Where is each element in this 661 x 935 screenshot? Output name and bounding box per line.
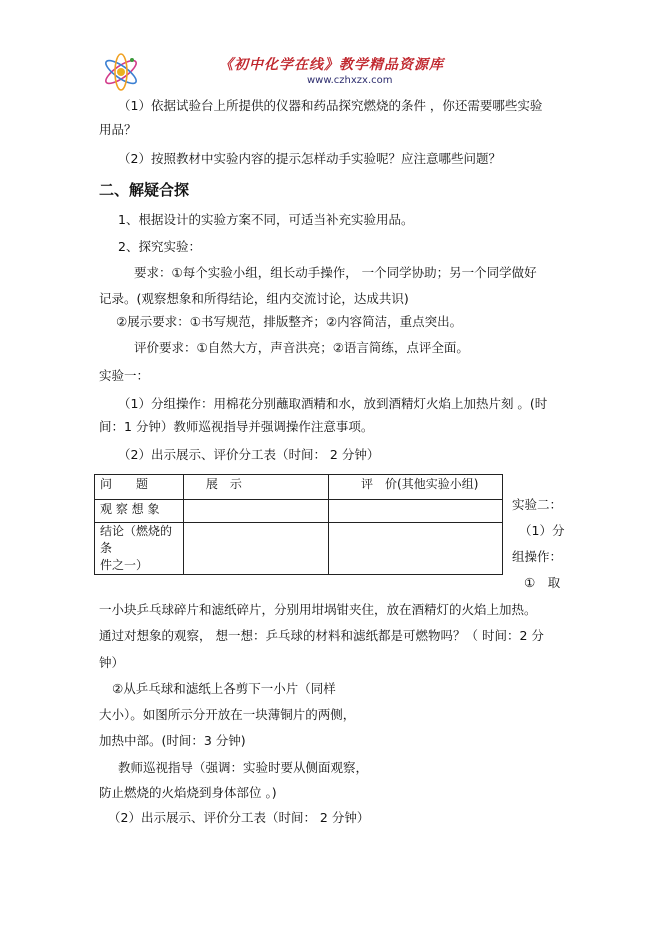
evaluation-requirement: 评价要求：①自然大方，声音洪亮；②语言简练，点评全面。 xyxy=(134,340,469,355)
conclusion-text-line-2: 件之一） xyxy=(100,558,149,572)
evaluation-table xyxy=(94,474,503,575)
item-1: 1、根据设计的实验方案不同，可适当补充实验用品。 xyxy=(118,212,414,227)
table-cell-empty xyxy=(183,523,328,575)
experiment-1-title: 实验一： xyxy=(99,368,150,383)
teacher-guidance-line-1: 教师巡视指导（强调：实验时要从侧面观察， xyxy=(118,760,369,775)
conclusion-text-line-1: 结论（燃烧的条 xyxy=(100,524,173,555)
experiment-2-operation-a: （1）分 xyxy=(519,523,565,538)
question-1-line-2: 用品？ xyxy=(99,122,137,137)
table-cell-empty xyxy=(329,500,503,523)
experiment-2-step-1: ① 取 xyxy=(524,575,561,590)
experiment-1-operation-line-2: 间：1 分钟）教师巡视指导并强调操作注意事项。 xyxy=(99,419,374,434)
requirement-line-1: 要求：①每个实验小组，组长动手操作， 一个同学协助；另一个同学做好 xyxy=(134,265,537,280)
table-header-row xyxy=(95,475,503,500)
table-header-evaluation: 评 价(其他实验小组) xyxy=(329,475,503,500)
experiment-2-line-3: 钟） xyxy=(99,655,125,670)
question-2: （2）按照教材中实验内容的提示怎样动手实验呢？应注意哪些问题？ xyxy=(118,151,501,166)
item-2: 2、探究实验： xyxy=(118,239,201,254)
experiment-2-line-2: 通过对想象的观察， 想一想：乒乓球的材料和滤纸都是可燃物吗？（ 时间：2 分 xyxy=(99,628,544,643)
experiment-2-line-1: 一小块乒乓球碎片和滤纸碎片，分别用坩埚钳夹住，放在酒精灯的火焰上加热。 xyxy=(99,602,537,617)
atom-logo-icon xyxy=(99,48,147,94)
question-1-line-1: （1）依据试验台上所提供的仪器和药品探究燃烧的条件 ，你还需要哪些实验 xyxy=(118,98,543,113)
header-title: 《初中化学在线》教学精品资源库 xyxy=(219,57,444,73)
experiment-2-show: （2）出示展示、评价分工表（时间： 2 分钟） xyxy=(108,810,370,825)
experiment-2-step-2-line-3: 加热中部。(时间：3 分钟) xyxy=(99,733,246,748)
experiment-2-step-2-line-2: 大小）。如图所示分开放在一块薄铜片的两侧， xyxy=(99,707,356,722)
table-cell-empty xyxy=(329,523,503,575)
experiment-2-title: 实验二： xyxy=(512,497,563,512)
table-header-question: 问 题 xyxy=(95,475,184,500)
table-row xyxy=(95,500,503,523)
table-cell-empty xyxy=(183,500,328,523)
table-row xyxy=(95,523,503,575)
table-cell-conclusion xyxy=(95,523,184,575)
section-title: 二、解疑合探 xyxy=(99,181,190,199)
experiment-1-operation-line-1: （1）分组操作：用棉花分别蘸取酒精和水，放到酒精灯火焰上加热片刻 。(时 xyxy=(118,396,548,411)
teacher-guidance-line-2: 防止燃烧的火焰烧到身体部位 。) xyxy=(99,785,277,800)
requirement-line-2: 记录。(观察想象和所得结论，组内交流讨论，达成共识) xyxy=(99,291,409,306)
show-requirement: ②展示要求：①书写规范，排版整齐；②内容简洁，重点突出。 xyxy=(116,314,463,329)
experiment-2-operation-b: 组操作： xyxy=(512,549,563,564)
page-header xyxy=(99,48,561,94)
header-url: www.czhxzx.com xyxy=(307,75,393,86)
experiment-2-step-2-line-1: ②从乒乓球和滤纸上各剪下一小片（同样 xyxy=(112,681,336,696)
table-header-show: 展 示 xyxy=(183,475,328,500)
table-cell-observation: 观 察 想 象 xyxy=(95,500,184,523)
experiment-1-show: （2）出示展示、评价分工表（时间： 2 分钟） xyxy=(118,447,380,462)
